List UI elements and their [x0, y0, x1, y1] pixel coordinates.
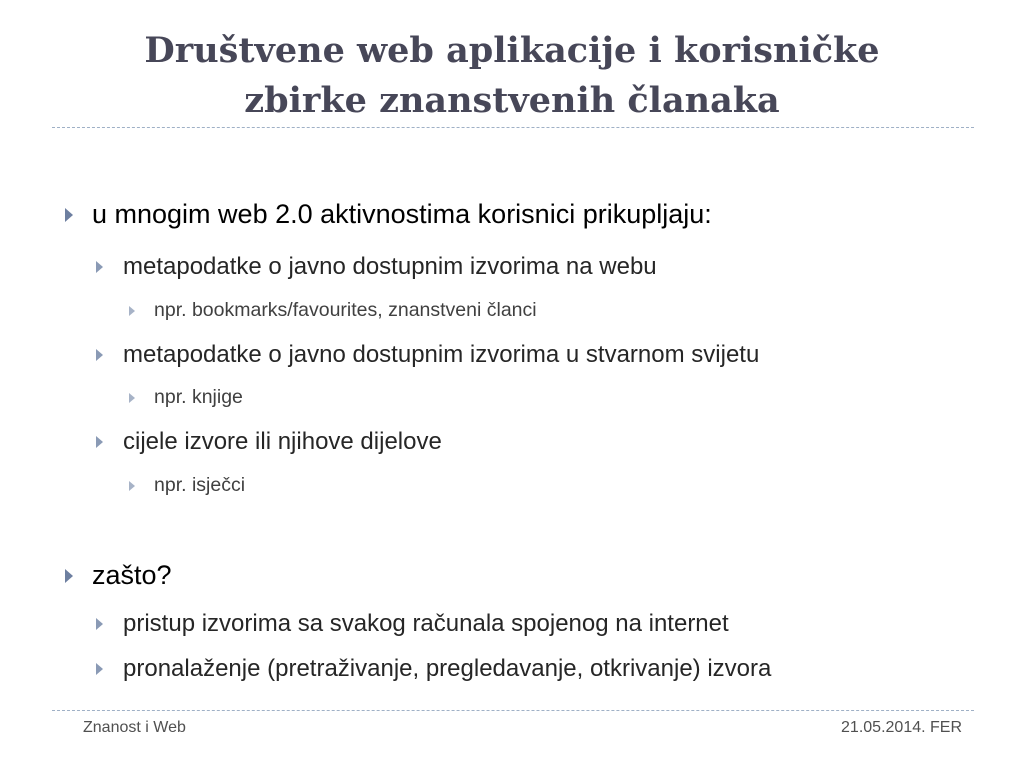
sub-sub-bullet-item [154, 474, 245, 497]
title-divider [52, 127, 974, 128]
bullet-item [92, 199, 712, 230]
bullet-arrow-icon [96, 618, 103, 630]
sub-sub-bullet-item [154, 299, 537, 322]
bullet-arrow-icon [65, 208, 73, 222]
bullet-text: npr. knjige [154, 386, 243, 408]
bullet-text: npr. isječci [154, 474, 246, 496]
bullet-arrow-icon [96, 349, 103, 361]
bullet-arrow-icon [129, 306, 135, 316]
footer-divider [52, 710, 974, 711]
bullet-text: pronalaženje (pretraživanje, pregledavanje, otkrivanje) izvora [123, 655, 772, 682]
bullet-text: metapodatke o javno dostupnim izvorima na webu [123, 253, 657, 280]
sub-bullet-item [123, 341, 759, 369]
bullet-text: pristup izvorima sa svakog računala spojenog na internet [123, 610, 729, 637]
sub-bullet-item [123, 253, 657, 281]
bullet-text: metapodatke o javno dostupnim izvorima u stvarnom svijetu [123, 341, 760, 368]
bullet-item [92, 560, 172, 591]
bullet-arrow-icon [96, 261, 103, 273]
bullet-text: zašto? [92, 560, 172, 590]
bullet-arrow-icon [129, 393, 135, 403]
bullet-text: npr. bookmarks/favourites, znanstveni članci [154, 299, 537, 321]
slide-title-line-2: zbirke znanstvenih članaka [244, 80, 780, 121]
slide-title-line-1: Društvene web aplikacije i korisničke [144, 30, 880, 71]
bullet-arrow-icon [96, 436, 103, 448]
bullet-arrow-icon [129, 481, 135, 491]
sub-sub-bullet-item [154, 386, 243, 409]
footer-date-institution: 21.05.2014. FER [841, 719, 962, 736]
bullet-text: u mnogim web 2.0 aktivnostima korisnici prikupljaju: [92, 199, 712, 229]
slide-title [40, 26, 984, 126]
footer-course-name: Znanost i Web [83, 719, 186, 736]
bullet-arrow-icon [96, 663, 103, 675]
bullet-arrow-icon [65, 569, 73, 583]
sub-bullet-item [123, 655, 771, 683]
bullet-text: cijele izvore ili njihove dijelove [123, 428, 442, 455]
sub-bullet-item [123, 610, 729, 638]
sub-bullet-item [123, 428, 442, 456]
